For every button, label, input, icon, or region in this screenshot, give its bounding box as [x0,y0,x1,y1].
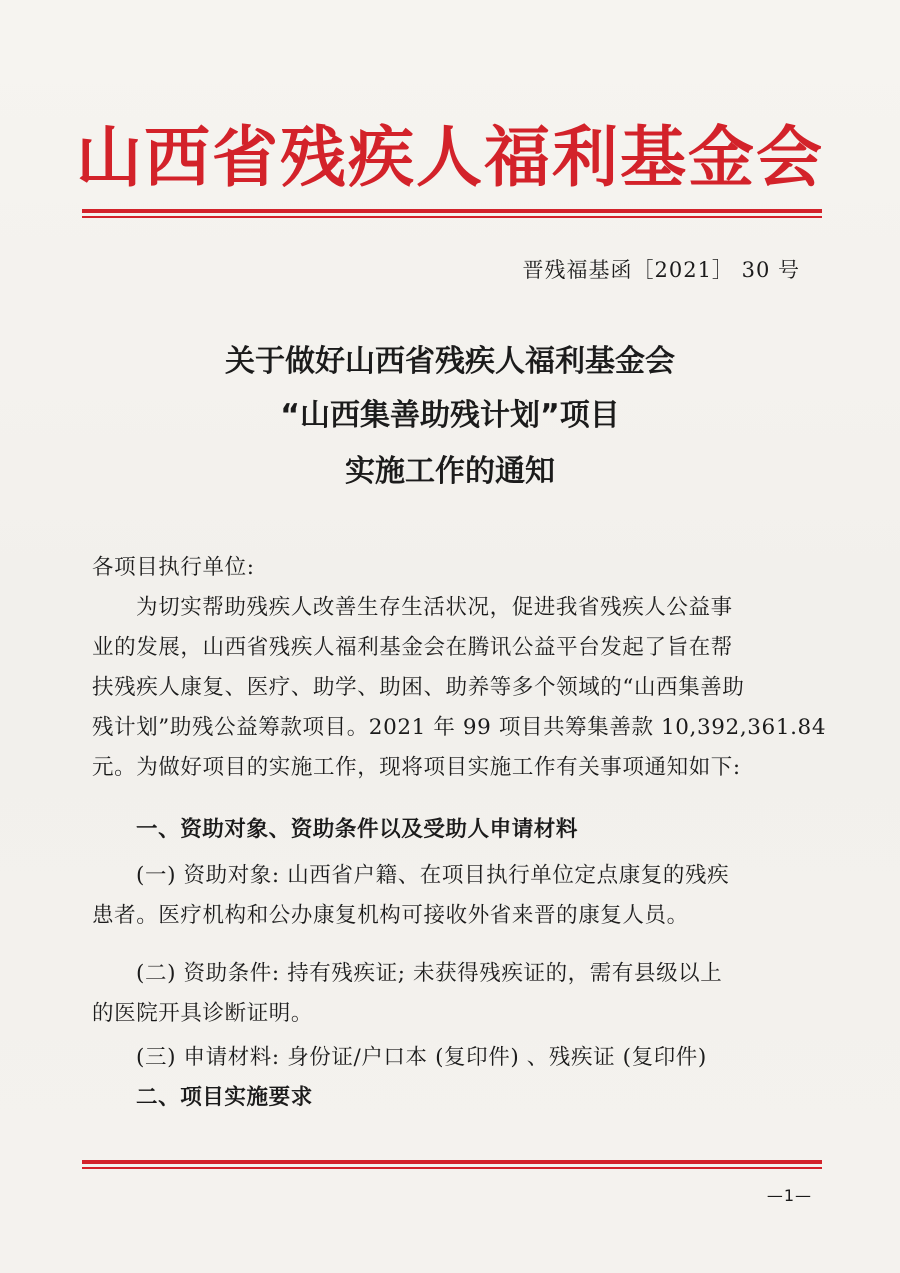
intro-line: 残计划”助残公益筹款项目。2021 年 99 项目共筹集善款 10,392,361.84 [92,715,827,740]
footer-rule-thin [82,1167,822,1169]
item-2-line: 的医院开具诊断证明。 [92,1001,314,1026]
item-3-line: (三) 申请材料: 身份证/户口本 (复印件) 、残疾证 (复印件) [136,1045,707,1070]
item-1-line: (一) 资助对象: 山西省户籍、在项目执行单位定点康复的残疾 [136,863,730,888]
intro-line: 业的发展，山西省残疾人福利基金会在腾讯公益平台发起了旨在帮 [92,635,733,660]
letterhead-org-name: 山西省残疾人福利基金会 [76,118,824,196]
intro-line: 为切实帮助残疾人改善生存生活状况，促进我省残疾人公益事 [136,595,733,620]
item-1-line: 患者。医疗机构和公办康复机构可接收外省来晋的康复人员。 [92,903,689,928]
section-heading-1: 一、资助对象、资助条件以及受助人申请材料 [136,817,579,842]
title-line-1: 关于做好山西省残疾人福利基金会 [225,344,675,379]
intro-line: 元。为做好项目的实施工作，现将项目实施工作有关事项通知如下: [92,755,741,780]
page-number: —1— [766,1186,812,1205]
document-number: 晋残福基函［2021］ 30 号 [522,258,800,282]
item-2-line: (二) 资助条件: 持有残疾证; 未获得残疾证的，需有县级以上 [136,961,723,986]
intro-line: 扶残疾人康复、医疗、助学、助困、助养等多个领域的“山西集善助 [92,675,745,700]
salutation: 各项目执行单位: [92,555,255,580]
letterhead-rule-thick [82,209,822,213]
footer-rule-thick [82,1160,822,1164]
title-line-3: 实施工作的通知 [345,454,555,489]
section-heading-2: 二、项目实施要求 [136,1085,313,1110]
title-line-2: “山西集善助残计划”项目 [280,398,620,433]
letterhead-rule-thin [82,216,822,218]
